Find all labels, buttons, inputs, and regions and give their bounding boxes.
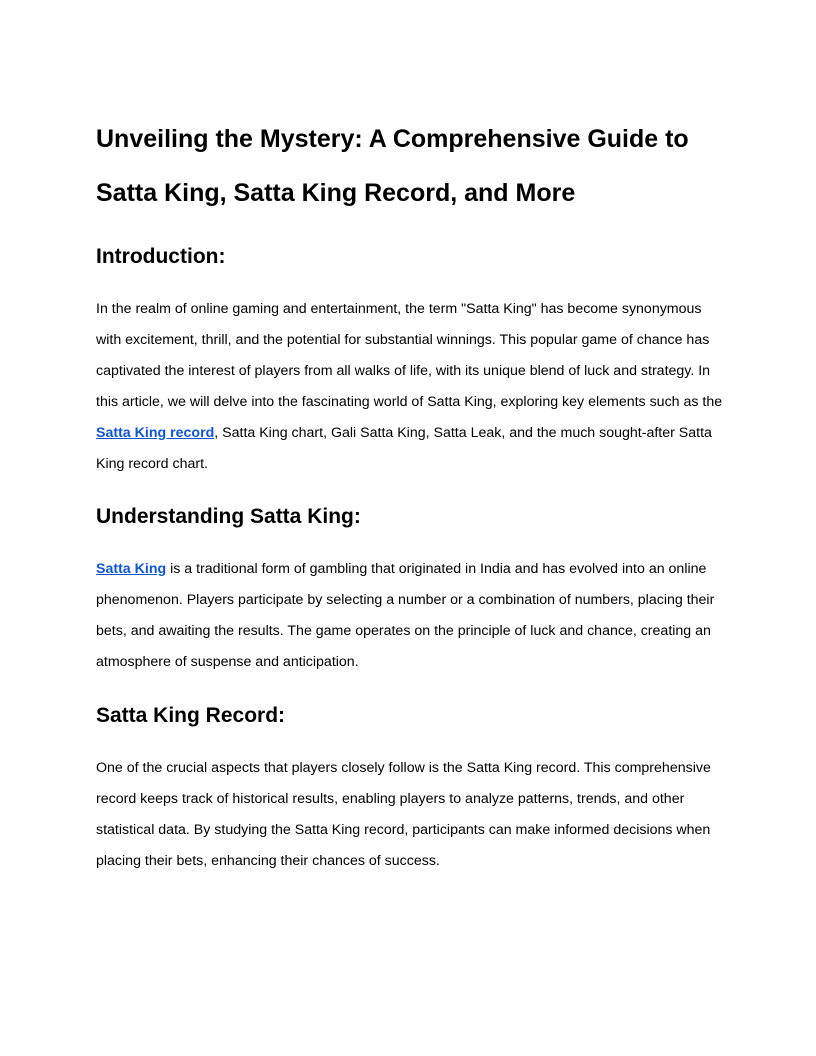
section-heading-understanding: Understanding Satta King: <box>96 505 361 529</box>
section-heading-introduction: Introduction: <box>96 245 226 268</box>
intro-text-before-link: In the realm of online gaming and entertainment, the term "Satta King" has become synonymous with excitement, thrill, and the potential for substantial winnings. This popular game of chance has captivated the interest of players from all walks of life, with its unique blend of luck and strategy. In this article, we will delve into the fascinating world of Satta King, exploring key elements such as the <box>96 301 723 410</box>
paragraph-introduction <box>96 294 726 479</box>
paragraph-understanding <box>96 554 726 678</box>
satta-king-link[interactable]: Satta King <box>96 561 167 578</box>
paragraph-record: One of the crucial aspects that players closely follow is the Satta King record. This comprehensive record keeps track of historical results, enabling players to analyze patterns, trends, and other statistical data. By studying the Satta King record, participants can make informed decisions when placing their bets, enhancing their chances of success. <box>96 760 711 869</box>
satta-king-record-link[interactable]: Satta King record <box>96 424 215 441</box>
understanding-text-after-link: is a traditional form of gambling that originated in India and has evolved into an online phenomenon. Players participate by selecting a number or a combination of numbers, placing their bets, and awaiting the results. The game operates on the principle of luck and chance, creating an atmosphere of suspense and anticipation. <box>96 561 715 671</box>
section-heading-record: Satta King Record: <box>96 704 286 728</box>
document-title: Unveiling the Mystery: A Comprehensive Guide to Satta King, Satta King Record, and More <box>96 125 689 207</box>
document-page <box>96 112 726 900</box>
intro-text-after-link: , Satta King chart, Gali Satta King, Satta Leak, and the much sought-after Satta King record chart. <box>96 424 712 472</box>
